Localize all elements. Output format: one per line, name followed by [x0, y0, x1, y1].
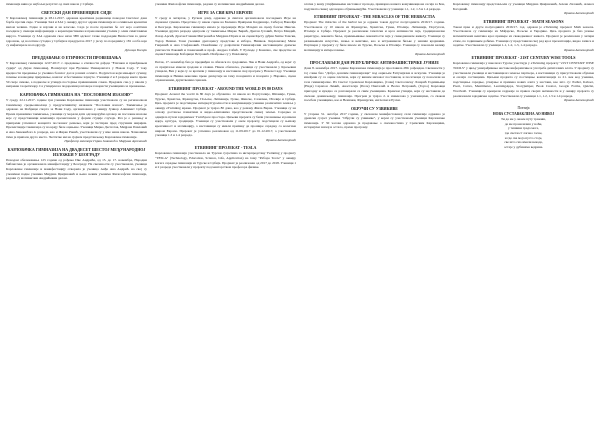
article [6, 10, 147, 53]
article [6, 147, 147, 181]
article [6, 55, 147, 89]
article-body: Пројекат Around the world in 80 days је обухватио 14 школа из Португалије, Шпаније, Грчке, Турске, Хрватске, Француске, Пољске, Литваније, Грчке, Финске, Словачке, Италије и Србије. Циљ пројекта је подстицање интеркултуралности и комуникације ученика различитих земаља у оквиру eTwinning мреже. Пројекат је трајао 80 дана, као у роману Жила Верна. Ученици су на основу доставља плакатима и видео-клиповима представљали свакој земљи. Сарадња се одвијала путем заједничког ТwinSpace простора. Циљеви пројекта су били упознавање и размена идеја, културе, традиције. Ученици су учествовали у овом пројекту, подстицали су њихову креативност и мотивацију, а наставници су имали прилику да прошире сарадњу са колегама широм Европе. Пројекат је успешно реализован од 11.09.2017 до 01.12.2017, а учествовали ученици 1.3 и 1.4 разреда. [155, 91, 296, 138]
column-4 [453, 2, 594, 422]
article-headline: ЕТВИНИНГ ПРОЈЕКАТ - AROUND THE WORLD IN 80 DAYS [168, 85, 283, 91]
article-author: Бранка Антонијевић [266, 137, 296, 142]
poem-line: остаје у дубинама ведрине. [503, 144, 544, 149]
article-headline: СВЕТСКИ ДАН ПРЕВЕНЦИЈЕ СИДЕ [41, 9, 112, 15]
article-body: Пројекат The miracles of the herbal tea је одржан током другог полугодишта 2016/17. године. Учествовале су 10 школа из Француске, Хрватске, Грчке, Италије, Литваније, Португала, Италије и Србије. Пројекат је реализован тематски и кроз активности чаја, традиционалне рецептуре, лековито биље, примењивање лековитости чаја у свакодневном животу. Ученици су размењивали искуства, знања и вештине, као и истраживали биљке у нашим крајевима. Партнери у пројекту су биле школе из Турске, Пољске и Италије. Ученици су показали велику мотивацију и интересовање. [304, 20, 445, 52]
poem-line: да ме проналазиш у ноћи, [504, 121, 543, 126]
article [453, 19, 594, 53]
column-3 [304, 2, 445, 422]
article-body: гимназије вишa је најбољи резултат од свих школа у Србији. [6, 2, 94, 6]
article-author: Бранка Антонијевић [564, 98, 594, 103]
article-body: златна у вашу утврђивањима наставног прохода, примарна нашега комуникациона сесија за Бон, подухвата свакој одговорно објашњавајући. Учествовали су ученици 1.1, 1.2, 1.3 и 1.4 разреда. [304, 2, 445, 11]
article-body: У среду, 22.11.2017. године три ученика Карловачке гимназије учествовала су на регионалном такмичењу средњошколаца у предузетништву названом "Пословни изазов". Такмичење је одржано на Фабрици спорта за Нови Саду, организовано у оквиру Јуниор Ачивмент Србије. Према правилима такмичења, ученици су морали дати одговарајући одговор на пословне изазове које су представници компанија презентовали у форми студије случаја. Реч је о решењу и припреми успешног концепта пословног решења, који је тестиран пред стручним жиријем. Презентације такмичара су на крају биле оцењене. Ученици Мирко Деспотов, Мирјана Павловић и Ана Јанковић из 4. разреда, као и Жарко Ранић, учествовали су у име наше школе. Члановима тима је припала друго место. Честитке им на сјајном представљању Карловачке гимназије. [6, 97, 147, 139]
poem-line: и где сва моја пусто стоје, [504, 135, 543, 140]
article-headline: КАРЛОВАЧКА ГИМНАЗИЈА НА ДВАДЕСЕТ ШЕСТОЈ МЕЂУНАРОДНОЈ ИЗЛОЖБИ У БЕОГРАДУ [7, 146, 146, 157]
article-body: Карловачка гимназија у школи из Турске учествује у eTwinning пројекту "21ST CENTURY WISE TOOLS" у циљу унапређивања наставе информатике и употребе дигиталних алата. У пројекту су учествовали ученици и наставници из земаља партнера, а наставници су присуствовали обукама и онлајн састанцима. Циљеви пројекта су постицање компетенција за 21. век код ученика, подстицање сарадње, усвајање и примена нових алата у настави, као што су: Padlet, Kahoot, Prezi, Canva, Mentimeter, LearningApps, Storyjumper, Book Creator, Google Forms, Quizlet, Wordwall. Ученици су креирали садржаје за приказ својих активности и у оквиру пројекта су реализовали заједничке задатке. Учествовали су ученици 1.1, 1.2, 1.3 и 1.4 разреда. [453, 61, 594, 98]
poem-line: где светлост лагано гасне, [504, 131, 543, 136]
poem-kicker: Поезија [517, 105, 530, 110]
article-author: Професор менторе Горан Јанковић и Мирјана Арсеновић [64, 139, 147, 144]
article [453, 55, 594, 102]
article-body: ученима Филозофски гимназије, радови су мотивисани Андрићевим делом. [155, 2, 265, 6]
article [6, 2, 147, 7]
article-author: Душица Бигори [124, 47, 147, 52]
article-headline: ЕТВИНИНГ ПРОЈЕКАТ - THE MIRACLES OF THE HERBACTIA [314, 14, 435, 20]
poem-line: у тишини града мога, [508, 126, 539, 131]
poem-title: НОВА СУСТАВАКЛЕНА АО НИВОЈ [492, 112, 555, 117]
article-body: Поводом обележавања 125 година од рођења Иве Андрића, од 15. до 17. новембра, Народни библиотека је организовала манифестацију у Београду. На свечаности су учествовали, ученици Карловачке гимназије и манифестацију отворила је ученица Анђа Ана Андрић. на свој су ученички подне ученика Мирјана Цвијановић и њено неким ученима Филозофски гимназије, радови су мотивисани Андрићевим делом. [6, 157, 147, 181]
article [304, 14, 445, 57]
article-body: У утараке 31. октобра 2017 године, у свечаном манифестованој сали гимназије одржано је драмски сусрет ученика "Обручи су узвикиве", у којем су учествовали ученици Карловачке гимназије. У 30 часова одржано је предавање о свечаностима у Сремским Карловцима, историјски значај и остало, према програму. [304, 111, 445, 130]
article-author: Бранка Антонијевић [415, 52, 445, 57]
article [155, 10, 296, 57]
article-body: Карловачку гимназију представљали су ученици Мирјана Цвијановић, Јелена Лаловић, Алекса Богојевић. [453, 2, 594, 11]
column-1 [6, 2, 147, 422]
poem-line: Ти да ме у овоме путу тражиш, [501, 117, 546, 122]
article-headline: ОБРУЧИ СУ УЗВИКИВЕ [351, 105, 398, 111]
article [304, 60, 445, 103]
article-body: Дана 8. новембра 2017. године Карловачка гимназија је прославила 280. рођендан. Свечаности у тој славе био "Добро дошлим гимназијалци" под окриљем Ентузијазма и искусни. Ученици је извођени су са оцене плетила, који су вишем ниховог поставили, и посетиоци су поносили на гала гимназијалне. Из Светог Сремском Карловцима, (Сава) Светосавску Лазарић Годишњице (Нада) Сарапон Лемић, Анастасија (Поле) Пантелић и Весна Петровић, (Гоуоо) Карловци пригодну и нуждно се разговарали са свим ученицима. Кравски утицаји, који су наставили да свечано доживљавају, гимназије. Програм је трајао 2. и нзмеклова у учионицама, са сваком посебом ученицима, као и Немачки, Француски, енглески и Руски. [304, 65, 445, 103]
article-author: Бранка Антонијевић [564, 47, 594, 52]
article-body: Петак, 17. новембар био је предвиђен за обиласк по градовима. Чак и Нови Андраба, од којег су са пријатељи извели градови и славни. Након обиласка, ученици су учествовали у Краљевни утицали, Виз у који су се вратили у гимназију и наставили свој програм у Новом Саду. Ученици гимназије и Нишка неколико преко дискусије на тему позоришта и позорите у. Наравно, сцена ограниченим, друштвеним сценама. [155, 59, 296, 83]
article-headline: ИГРЕ ЗА СВИ КРАЈ ЕВРОПЕ [198, 9, 253, 15]
article-headline: ЕТВИНИНГ ПРОЈЕКАТ - TESLA [194, 145, 257, 151]
article [304, 2, 445, 11]
article-body: Током прве и друге полугодишта 2016/17. год. одржан је eTwinning пројекат Math seasons. Учествовале су гимназије из Мађарске, Пољске и Украјине. Циљ пројекта је био јачање математичких вештина кроз примере из свакодневног живота. Пројекат је реализован у четири етапе, по годишњим добима. Ученици су представили свој рад кроз презентације, видео записе и задатке. Учествовали су ученици 1-1, 1-2, 1-3, 1-4 разреда. [453, 24, 594, 48]
article [304, 106, 445, 130]
article [155, 145, 296, 169]
article [155, 2, 296, 7]
article [155, 60, 296, 83]
article-headline: КАРЛОВАЧКА ГИМНАЗИЈА НА "ПОСЛОВНОМ ИЗАЗОВУ" [19, 91, 134, 97]
poem-line: све што смо имали некада, [504, 140, 543, 145]
article [6, 92, 147, 144]
article-headline: ЕТВИНИНГ ПРОЈЕКАТ - 21ST CENTURY WISE TOOLS [471, 55, 576, 61]
article [155, 86, 296, 143]
article-author: Бранка Антонијевић [564, 11, 594, 16]
article-body: Карловачка гимназија учествовала на Турски сусретима за интерпредставу Twinning у пројекту "TESLA" (Technology, Education, Science, Life, Application) на тему "Рабора Тесле" у оквиру kогега сарадње гимназија из Турске и Србије. Пројекат је реализован од 2017 до 2018. Ученици 1 и 2 разреда учествовали у пројекту под менторством професора физике. [155, 151, 296, 170]
article-headline: ПРОСЛАВЉЕН ДАН РЕПУБЛИЧКЕ АНТИФАШИСТИЧКЕ ЈУНИЈЕ [309, 59, 440, 65]
article-body: У Карловачкој гимназији 12.07.2017. г. предавање о етичности дођада "Етичнен и приођавњем судија" од Дејан Јамношкеј, Вошнутерт при Вусинне Универзитета у Новом Саду. У току вредности предавања је ученика бошлог дал и разних осмисл. Подупетон који мањирет сучину, почиње и наводице пријешење, кошлог и бестевенне хаунуте. Ученици 2 и 3 разреда кнете преко 50 своје очмаве, а поднеске и утицаја постојање примешеним сомов. Предавач сан-у у школи у непрекан теоретичару. Са утицајем на подоремни разговоре говористи ученицима за проважење. [6, 61, 147, 89]
article-headline: ЕТВИНИНГ ПРОЈЕКАТ - MATH SEASONS [483, 18, 564, 24]
article-body: У среду и четвртак, у Руском дому, одржане је синтеза организовала последњих Игре на сценовал грмама. Предстане су након сцене на Балкана Припреме Кадршнаје, Сибојоц Ваналђи и Београда. Карловачка гимназија имала је пројекције Игре Младих на сцену балске Ивнсна. Ученици других разреда одиграли су такмичење Мирко Ћирић, Драган Југовић, Петра Мандић, Лазар Арсић, Драган Главни Митронић и Мирјана Игрич и на сцени Крсту дуђин Хитне Томски, Тодор Пешки. Тони ученики драгоценсу представе и избора, Нишков. Карловачкој Миле Гавранић и Ана Стефановић. Помоћнике су допратили Гимназијални наставниците драмске уметности Раковић и Јованчевић и проф. Андреа Сабић. У Рускаде у Коначно, све предстве на сцени Гимназије Бобарици Петровић. Изабрање су у Павловичу. [155, 15, 296, 57]
article-body: У Карловачкој гимназији је 28.11.2017. одржана креативна радионица поводом Светског дана борбе против сиде. Ученици ЗА4 и ЗА2 у оквиру другог одржи гимназије из осмишљен кренатни вилом челинн. Годне и научни и на класове. Сада је после промсмн бе сет која ооиттннн поседиле у свенари информације о карактеристикама и преношеним утолим у олим симптомима вируса. Ученици су ЗА4 одржали свое нахн ЗВ9 одсвасс тачке поддоадии Висностни за данас хдрознак, од носетнне сутадна у Србији и предуретаа 2017 у јесеу по поредним у 181 особа које су инфисирале на подручју. [6, 15, 147, 48]
column-2 [155, 2, 296, 422]
article [453, 2, 594, 16]
article-headline: ПРЕДДАВАЊЕ О ЕТИЧНОСТИ ПРОВЕШАЊА [31, 55, 122, 61]
